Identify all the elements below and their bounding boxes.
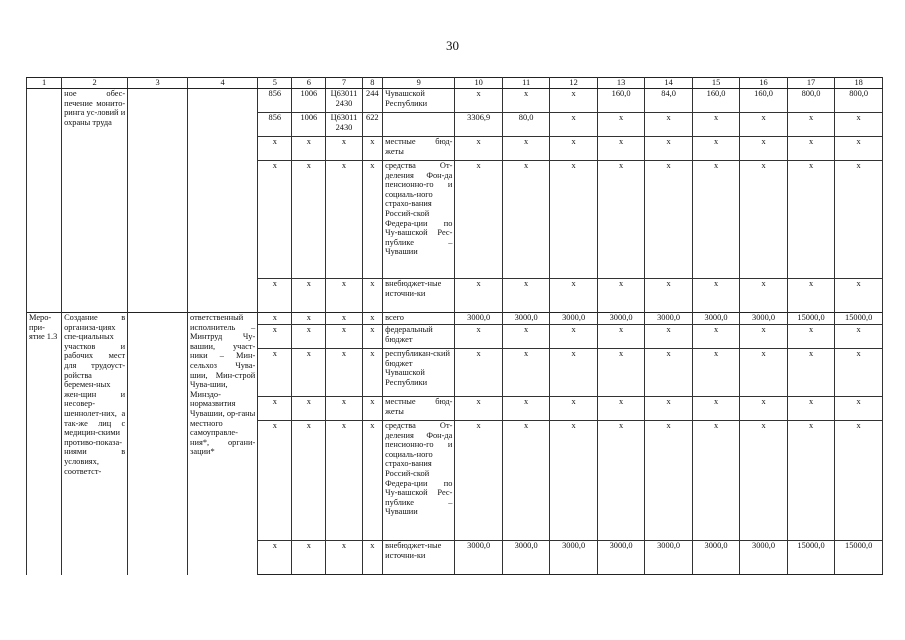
cell-c8: x [362, 541, 383, 575]
cell-col-14: 3000,0 [645, 541, 692, 575]
cell-col-10: x [455, 397, 502, 421]
cell-col-15: 3000,0 [692, 313, 739, 325]
cell-col-11: 80,0 [502, 113, 549, 137]
cell-c8: x [362, 325, 383, 349]
cell-col-16: 3000,0 [740, 541, 787, 575]
cell-col-10: 3306,9 [455, 113, 502, 137]
column-header: 2 [62, 78, 128, 89]
cell-col-13: x [597, 421, 644, 541]
cell-c5: x [258, 541, 292, 575]
cell-col-16: x [740, 325, 787, 349]
cell-funding-source: внебюджет-ные источни-ки [383, 279, 455, 313]
cell-col3 [128, 89, 188, 313]
cell-funding-source: внебюджет-ные источни-ки [383, 541, 455, 575]
cell-c6: x [292, 421, 326, 541]
column-header: 17 [787, 78, 834, 89]
cell-col-14: x [645, 325, 692, 349]
cell-col-18: x [835, 421, 883, 541]
cell-c6: x [292, 541, 326, 575]
cell-col-18: 15000,0 [835, 541, 883, 575]
cell-col-18: x [835, 137, 883, 161]
cell-col-14: x [645, 279, 692, 313]
cell-col-15: x [692, 161, 739, 279]
cell-c7: x [326, 541, 362, 575]
cell-col-12: x [550, 279, 597, 313]
cell-col-11: 3000,0 [502, 313, 549, 325]
cell-col-16: x [740, 397, 787, 421]
column-header: 10 [455, 78, 502, 89]
column-header: 3 [128, 78, 188, 89]
cell-col-17: x [787, 349, 834, 397]
cell-c7: Ц63011 2430 [326, 113, 362, 137]
cell-col-17: 15000,0 [787, 541, 834, 575]
cell-funding-source [383, 113, 455, 137]
cell-col-11: x [502, 349, 549, 397]
table-row [27, 89, 883, 113]
cell-col-12: 3000,0 [550, 313, 597, 325]
cell-col-18: x [835, 161, 883, 279]
cell-c5: x [258, 279, 292, 313]
cell-c8: x [362, 349, 383, 397]
cell-c7: x [326, 279, 362, 313]
cell-funding-source: Чувашской Республики [383, 89, 455, 113]
cell-c8: x [362, 279, 383, 313]
cell-col-14: x [645, 137, 692, 161]
cell-col-13: 160,0 [597, 89, 644, 113]
cell-col-13: x [597, 137, 644, 161]
cell-col-12: x [550, 137, 597, 161]
cell-funding-source: средства От-деления Фон-да пенсионно-го и социаль-ного страхо-вания Россий-ской Федера-ции по Чу-вашской Рес-публике – Чувашии [383, 421, 455, 541]
cell-col-16: x [740, 349, 787, 397]
column-header: 7 [326, 78, 362, 89]
cell-col-13: x [597, 113, 644, 137]
cell-col-15: x [692, 279, 739, 313]
cell-col-12: 3000,0 [550, 541, 597, 575]
cell-col-10: x [455, 137, 502, 161]
column-header: 13 [597, 78, 644, 89]
budget-table [26, 77, 883, 575]
cell-col-15: x [692, 421, 739, 541]
cell-col-10: x [455, 349, 502, 397]
cell-col-14: x [645, 421, 692, 541]
cell-col-18: 800,0 [835, 89, 883, 113]
cell-col-11: x [502, 421, 549, 541]
cell-col-12: x [550, 89, 597, 113]
cell-col-18: x [835, 113, 883, 137]
cell-c7: x [326, 421, 362, 541]
cell-col-15: 3000,0 [692, 541, 739, 575]
cell-col-13: x [597, 279, 644, 313]
cell-c8: 244 [362, 89, 383, 113]
cell-col-11: x [502, 325, 549, 349]
cell-c5: x [258, 313, 292, 325]
cell-c7: x [326, 325, 362, 349]
cell-col-17: x [787, 161, 834, 279]
cell-c6: x [292, 349, 326, 397]
cell-col-16: x [740, 113, 787, 137]
cell-funding-source: всего [383, 313, 455, 325]
cell-col-12: x [550, 325, 597, 349]
cell-c8: x [362, 313, 383, 325]
cell-funding-source: федеральный бюджет [383, 325, 455, 349]
cell-c8: x [362, 137, 383, 161]
column-header: 4 [188, 78, 258, 89]
cell-funding-source: средства От-деления Фон-да пенсионно-го и социаль-ного страхо-вания Россий-ской Федера-ции по Чу-вашской Рес-публике – Чувашии [383, 161, 455, 279]
cell-c6: x [292, 137, 326, 161]
column-header: 16 [740, 78, 787, 89]
cell-col-18: x [835, 349, 883, 397]
cell-col-15: x [692, 397, 739, 421]
cell-funding-source: местные бюд-жеты [383, 397, 455, 421]
cell-col-17: x [787, 137, 834, 161]
cell-col-15: x [692, 113, 739, 137]
column-header: 8 [362, 78, 383, 89]
cell-c7: x [326, 397, 362, 421]
cell-c8: 622 [362, 113, 383, 137]
cell-col-18: x [835, 325, 883, 349]
cell-col-17: x [787, 279, 834, 313]
cell-c8: x [362, 421, 383, 541]
cell-col-14: 3000,0 [645, 313, 692, 325]
cell-col4 [188, 89, 258, 313]
column-header: 15 [692, 78, 739, 89]
cell-col-14: x [645, 113, 692, 137]
cell-col-12: x [550, 349, 597, 397]
cell-col-13: x [597, 161, 644, 279]
cell-col-16: 3000,0 [740, 313, 787, 325]
cell-col-14: x [645, 397, 692, 421]
cell-col-10: x [455, 279, 502, 313]
cell-col2: ное обес-печение монито-ринга ус-ловий и охраны труда [62, 89, 128, 313]
cell-col-11: x [502, 161, 549, 279]
cell-col-15: x [692, 325, 739, 349]
cell-c7: Ц63011 2430 [326, 89, 362, 113]
cell-col-11: x [502, 397, 549, 421]
cell-col-16: x [740, 137, 787, 161]
cell-col2: Создание в организа-циях спе-циальных участков и рабочих мест для трудоуст-ройства беремен-ных жен-щин и несовер-шеннолет-них, а так-же лиц с медицин-скими противо-показа-ниями в условиях, соответст- [62, 313, 128, 575]
cell-col-10: x [455, 325, 502, 349]
cell-col-17: x [787, 397, 834, 421]
cell-col1 [27, 89, 62, 313]
cell-funding-source: местные бюд-жеты [383, 137, 455, 161]
cell-c5: x [258, 161, 292, 279]
cell-c8: x [362, 397, 383, 421]
cell-col-10: x [455, 421, 502, 541]
cell-col-16: x [740, 279, 787, 313]
cell-col-16: x [740, 421, 787, 541]
cell-col-13: x [597, 349, 644, 397]
cell-col-17: x [787, 113, 834, 137]
cell-col-15: x [692, 349, 739, 397]
cell-c5: 856 [258, 89, 292, 113]
cell-c6: x [292, 313, 326, 325]
column-header: 12 [550, 78, 597, 89]
cell-col-15: x [692, 137, 739, 161]
column-header: 5 [258, 78, 292, 89]
cell-col-11: x [502, 137, 549, 161]
cell-c5: x [258, 349, 292, 397]
cell-col-14: x [645, 161, 692, 279]
column-header: 6 [292, 78, 326, 89]
cell-c6: x [292, 279, 326, 313]
cell-col-13: x [597, 397, 644, 421]
cell-col-13: 3000,0 [597, 313, 644, 325]
cell-c5: x [258, 397, 292, 421]
cell-col-12: x [550, 397, 597, 421]
cell-c6: x [292, 161, 326, 279]
column-header: 18 [835, 78, 883, 89]
column-header: 1 [27, 78, 62, 89]
cell-c5: 856 [258, 113, 292, 137]
cell-col-16: 160,0 [740, 89, 787, 113]
page-number: 30 [446, 38, 459, 53]
cell-funding-source: республикан-ский бюджет Чувашской Республики [383, 349, 455, 397]
cell-col-17: 800,0 [787, 89, 834, 113]
cell-col-10: x [455, 89, 502, 113]
cell-c7: x [326, 161, 362, 279]
cell-c8: x [362, 161, 383, 279]
column-header: 11 [502, 78, 549, 89]
cell-col-18: x [835, 397, 883, 421]
cell-col-17: 15000,0 [787, 313, 834, 325]
cell-col-14: x [645, 349, 692, 397]
column-header: 14 [645, 78, 692, 89]
cell-col-18: x [835, 279, 883, 313]
cell-col-10: 3000,0 [455, 541, 502, 575]
cell-col-14: 84,0 [645, 89, 692, 113]
cell-col-16: x [740, 161, 787, 279]
cell-col-18: 15000,0 [835, 313, 883, 325]
column-header: 9 [383, 78, 455, 89]
cell-c5: x [258, 325, 292, 349]
cell-col-10: 3000,0 [455, 313, 502, 325]
cell-c6: x [292, 325, 326, 349]
cell-col-17: x [787, 325, 834, 349]
cell-c6: 1006 [292, 113, 326, 137]
cell-col-11: 3000,0 [502, 541, 549, 575]
cell-c7: x [326, 313, 362, 325]
cell-col-12: x [550, 161, 597, 279]
cell-c5: x [258, 421, 292, 541]
cell-c5: x [258, 137, 292, 161]
cell-col-11: x [502, 89, 549, 113]
cell-col-15: 160,0 [692, 89, 739, 113]
cell-c6: x [292, 397, 326, 421]
cell-c7: x [326, 349, 362, 397]
cell-col4: ответственный исполнитель – Минтруд Чу-вашии, участ-ники – Мин-сельхоз Чува-шии, Мин-строй Чува-шии, Минздо-нормазвития Чувашии, ор-ганы местного самоуправле-ния*, органи-зации* [188, 313, 258, 575]
cell-col1: Меро-при-ятие 1.3 [27, 313, 62, 575]
column-number-header [27, 78, 883, 89]
cell-col-11: x [502, 279, 549, 313]
cell-col-17: x [787, 421, 834, 541]
cell-col-10: x [455, 161, 502, 279]
cell-col-12: x [550, 113, 597, 137]
cell-col-12: x [550, 421, 597, 541]
cell-col-13: x [597, 325, 644, 349]
cell-col3 [128, 313, 188, 575]
cell-col-13: 3000,0 [597, 541, 644, 575]
cell-c7: x [326, 137, 362, 161]
cell-c6: 1006 [292, 89, 326, 113]
table-row [27, 313, 883, 325]
